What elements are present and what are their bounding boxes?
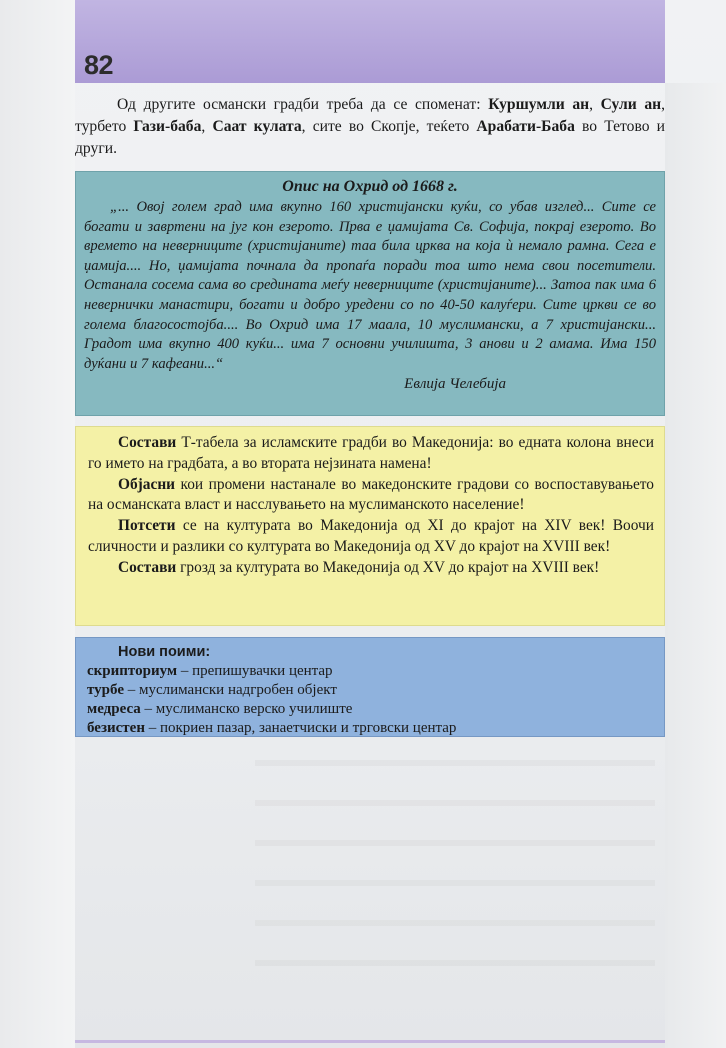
intro-text: , турбето (75, 96, 666, 135)
intro-paragraph (75, 94, 665, 160)
quote-box (75, 171, 665, 416)
task-text: се на културата во Македонија од XI до крајот на XIV век! Воочи сличности и разлики со културата во Македонија од XV до крајот на XVIII век! (88, 517, 654, 555)
term-word: медреса (87, 701, 141, 717)
task-verb: Објасни (118, 475, 176, 493)
term-row (87, 681, 654, 700)
intro-text: , (589, 96, 601, 113)
bleed-through-line (255, 760, 655, 766)
bottom-rule (75, 1040, 665, 1043)
quote-author: Евлија Челебија (404, 376, 506, 393)
bleed-through-line (255, 800, 655, 806)
quote-text: „... Овој голем град има вкупно 160 христијански куќи, со убав изглед... Сите се богати и завртени на југ кон езерото. Прва е џамијата Св. Софија, покрај езерото. Во времето на неверниците (христијаните) таа била црква на која ѝ немало рамна. Сега е џамија.... Но, џамијата почнала да пропаѓа поради тоа што нема свои посетители. Останала сосема сама во средината меѓу неверниците (христијаните)... Затоа пак има 6 невернички манастири, богати и добро уредени со по 40-50 калуѓери. Сите цркви се во голема благосостојба.... Во Охрид има 17 маала, 10 муслимански, а 7 христијански... Градот има вкупно 400 куќи... има 7 основни училишта, 3 анови и 2 амама. Има 150 дуќани и 7 кафеани...“ (84, 199, 656, 372)
bleed-through-line (255, 960, 655, 966)
task-item (88, 516, 654, 558)
bleed-through-line (255, 880, 655, 886)
task-item (88, 433, 654, 475)
intro-bold-term: Арабати-Баба (476, 118, 575, 135)
task-verb: Состави (118, 558, 177, 576)
intro-bold-term: Куршумли ан (488, 96, 590, 113)
bleed-through-line (255, 840, 655, 846)
task-verb: Состави (118, 434, 177, 451)
term-row (87, 700, 654, 719)
bleed-through-line (255, 920, 655, 926)
intro-text: Од другите османски градби треба да се споменат: (117, 96, 489, 113)
term-word: турбе (87, 682, 124, 698)
term-word: скрипториум (87, 663, 178, 679)
intro-bold-term: Сули ан (600, 96, 662, 113)
term-definition: – препишувачки центар (177, 663, 333, 679)
tasks-box (75, 426, 665, 626)
terms-title: Нови поими: (118, 644, 211, 660)
term-definition: – муслимански надгробен објект (123, 682, 337, 698)
right-margin (665, 83, 726, 1048)
task-text: Т-табела за исламските градби во Македонија: во едната колона внеси го името на градбата, а во втората нејзината намена! (88, 434, 654, 472)
term-definition: – муслиманско верско училиште (140, 701, 353, 717)
task-item (88, 558, 654, 579)
task-text: кои промени настанале во македонските градови со воспоставувањето на османската власт и насслувањето на муслиманското население! (88, 475, 654, 514)
term-row (87, 719, 654, 738)
quote-title: Опис на Охрид од 1668 г. (282, 178, 458, 195)
intro-bold-term: Гази-баба (133, 118, 202, 135)
intro-text: во Тетово и други. (75, 118, 665, 157)
page-number: 82 (84, 50, 114, 80)
left-margin (0, 0, 75, 1048)
intro-text: , сите во Скопје, теќето (301, 118, 477, 135)
task-verb: Потсети (118, 517, 176, 535)
page-header-band (75, 0, 665, 83)
new-terms-box (75, 637, 665, 737)
intro-text: , (201, 118, 213, 135)
term-word: безистен (87, 720, 145, 736)
intro-bold-term: Саат кулата (212, 118, 302, 135)
term-row (87, 662, 654, 681)
task-item (88, 475, 654, 517)
term-definition: – покриен пазар, занаетчиски и трговски центар (144, 720, 457, 736)
task-text: грозд за културата во Македонија од XV до крајот на XVIII век! (176, 558, 600, 576)
